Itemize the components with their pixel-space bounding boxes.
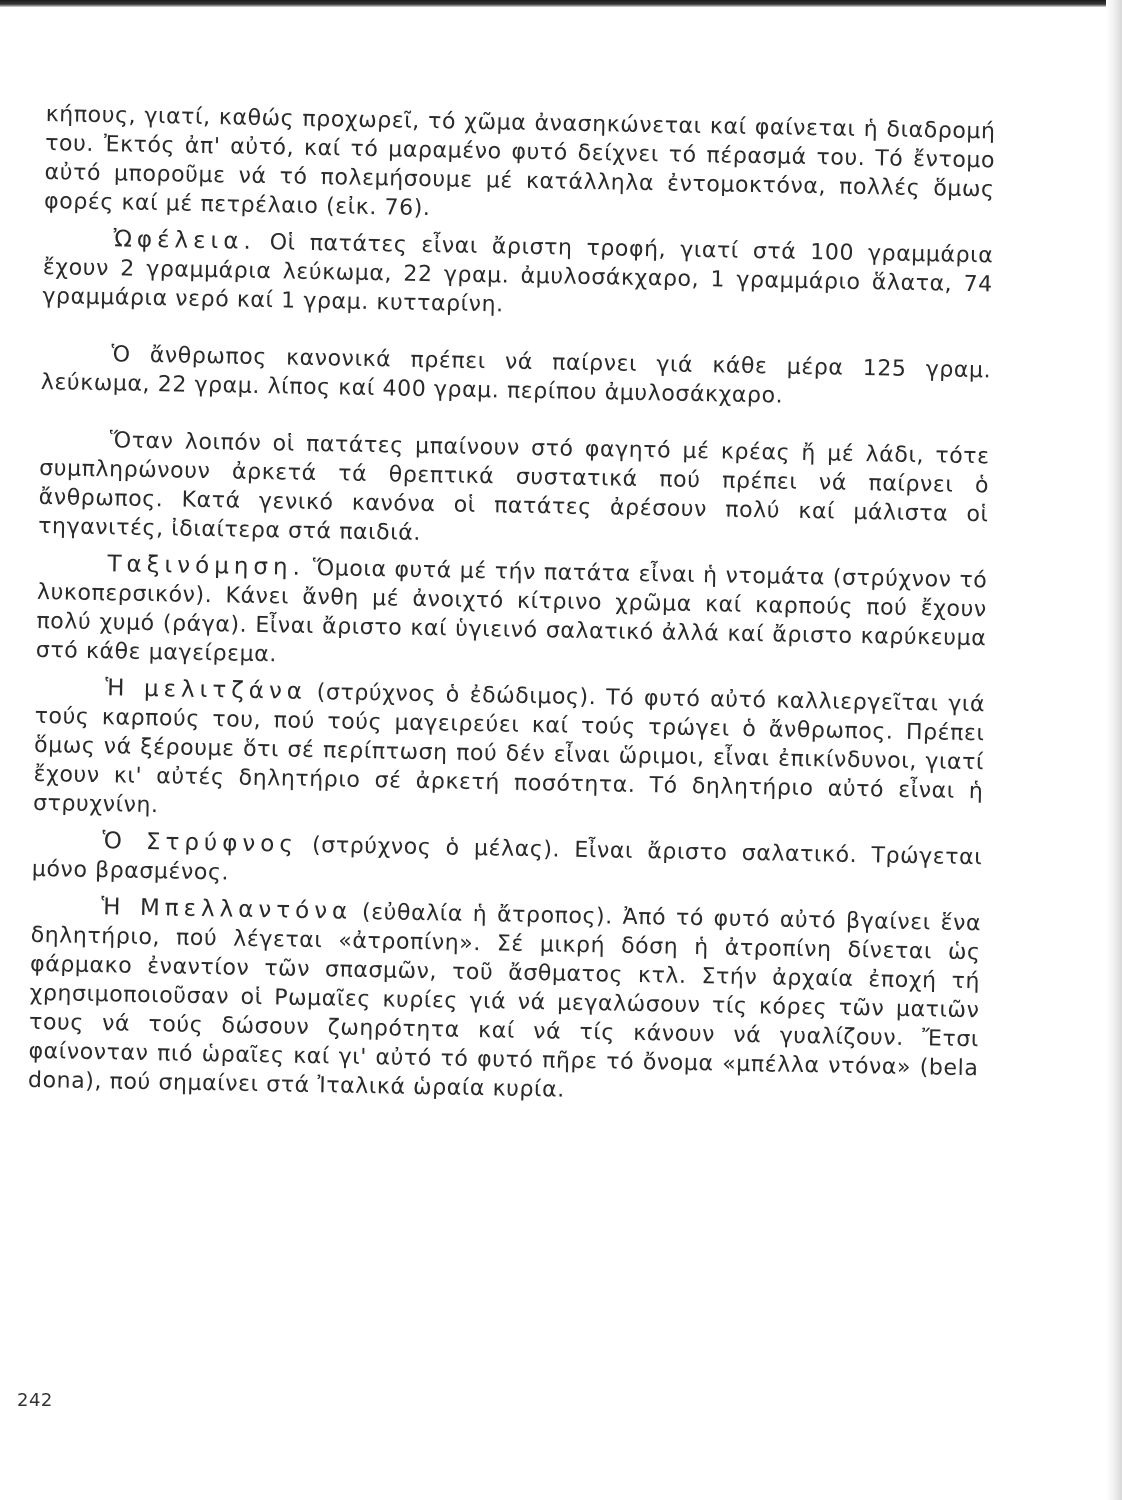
paragraph-text: (στρύχνος ὁ ἐδώδιμος). Τό φυτό αὐτό καλλιεργεῖται γιά τούς καρπούς του, πού τούς μαγειρεύει καί τούς τρώγει ὁ ἄνθρωπος. Πρέπει ὅμως νά ξέρουμε ὅτι σέ περίπτωση πού δέν εἶναι ὥριμοι, εἶναι ἐπικίνδυνοι, γιατί ἔχουν κι' αὐτές δηλητήριο σέ ἀρκετή ποσότητα. Τό δηλητήριο αὐτό εἶναι ἡ στρυχνίνη. <box>32 679 986 819</box>
paragraph-eggplant <box>33 673 985 835</box>
scan-top-edge <box>0 0 1122 7</box>
paragraph-nutrition <box>38 425 990 558</box>
section-heading-classification: Ταξινόμηση. <box>107 551 306 581</box>
paragraph-daily-needs <box>41 339 992 414</box>
scan-right-edge <box>1106 0 1122 1500</box>
paragraph-text: Οἱ πατάτες εἶναι ἄριστη τροφή, γιατί στά 100 γραμμάρια ἔχουν 2 γραμμάρια λεύκωμα, 22 γραμ. ἀμυλοσάκχαρο, 1 γραμμάριο ἅλατα, 74 γραμμάρια νερό καί 1 γραμ. κυτταρίνη. <box>42 229 994 318</box>
paragraph-pest-control <box>44 100 996 233</box>
section-heading-eggplant: Ἡ μελιτζάνα <box>104 675 308 705</box>
paragraph-benefit <box>42 224 993 328</box>
section-heading-nightshade: Ὁ Στρύφνος <box>102 828 299 858</box>
paragraph-text: Ὅταν λοιπόν οἱ πατάτες μπαίνουν στό φαγητό μέ κρέας ἤ μέ λάδι, τότε συμπληρώνουν ἀρκετά τά θρεπτικά συστατικά πού πρέπει νά παίρνει ὁ ἄνθρωπος. Κατά γενικό κανόνα οἱ πατάτες ἀρέσουν πολύ καί μάλιστα οἱ τηγανιτές, ἰδιαίτερα στά παιδιά. <box>37 428 990 546</box>
paragraph-nightshade <box>32 826 983 901</box>
section-heading-benefit: Ὠφέλεια. <box>113 226 257 255</box>
page-number: 242 <box>17 1390 53 1411</box>
body-text <box>28 100 996 1112</box>
paragraph-text: κήπους, γιατί, καθώς προχωρεῖ, τό χῶμα ἀνασηκώνεται καί φαίνεται ἡ διαδρομή του. Ἐκτός ἀπ' αὐτό, καί τό μαραμένο φυτό δείχνει τό πέρασμά του. Τό ἔντομο αὐτό μποροῦμε νά τό πολεμήσουμε μέ κατάλληλα ἐντομοκτόνα, πολλές ὅμως φορές καί μέ πετρέλαιο (εἰκ. 76). <box>43 101 996 222</box>
paragraph-belladonna <box>28 892 982 1112</box>
section-heading-belladonna: Ἡ Μπελλαντόνα <box>100 894 353 925</box>
paragraph-text: (εὐθαλία ἡ ἄτροπος). Ἀπό τό φυτό αὐτό βγαίνει ἕνα δηλητήριο, πού λέγεται «ἀτροπίνη». Σέ μικρή δόση ἡ ἀτροπίνη δίνεται ὡς φάρμακο ἐναντίον τῶν σπασμῶν, τοῦ ἄσθματος κτλ. Στήν ἀρχαία ἐποχή τή χρησιμοποιοῦσαν οἱ Ρωμαῖες κυρίες γιά νά μεγαλώσουν τίς κόρες τῶν ματιῶν τους νά τούς δώσουν ζωηρότητα καί νά τίς κάνουν νά γυαλίζουν. Ἔτσι φαίνονταν πιό ὡραῖες καί γι' αὐτό τό φυτό πῆρε τό ὄνομα «μπέλλα ντόνα» (bela dona), πού σημαίνει στά Ἰταλικά ὡραία κυρία. <box>27 899 982 1103</box>
paragraph-text: (στρύχνος ὁ μέλας). Εἶναι ἄριστο σαλατικό. Τρώγεται μόνο βρασμένος. <box>31 832 983 886</box>
paragraph-text: Ὅμοια φυτά μέ τήν πατάτα εἶναι ἡ ντομάτα (στρύχνον τό λυκοπερσικόν). Κάνει ἄνθη μέ ἀνοιχτό κίτρινο χρῶμα καί καρπούς πού ἔχουν πολύ χυμό (ράγα). Εἶναι ἄριστο καί ὑγιεινό σαλατικό ἀλλά καί ἄριστο καρύκευμα στό κάθε μαγείρεμα. <box>35 555 988 668</box>
paragraph-text: Ὁ ἄνθρωπος κανονικά πρέπει νά παίρνει γιά κάθε μέρα 125 γραμ. λεύκωμα, 22 γραμ. λίπος καί 400 γραμ. περίπου ἀμυλοσάκχαρο. <box>40 342 992 409</box>
paragraph-classification <box>36 549 988 682</box>
